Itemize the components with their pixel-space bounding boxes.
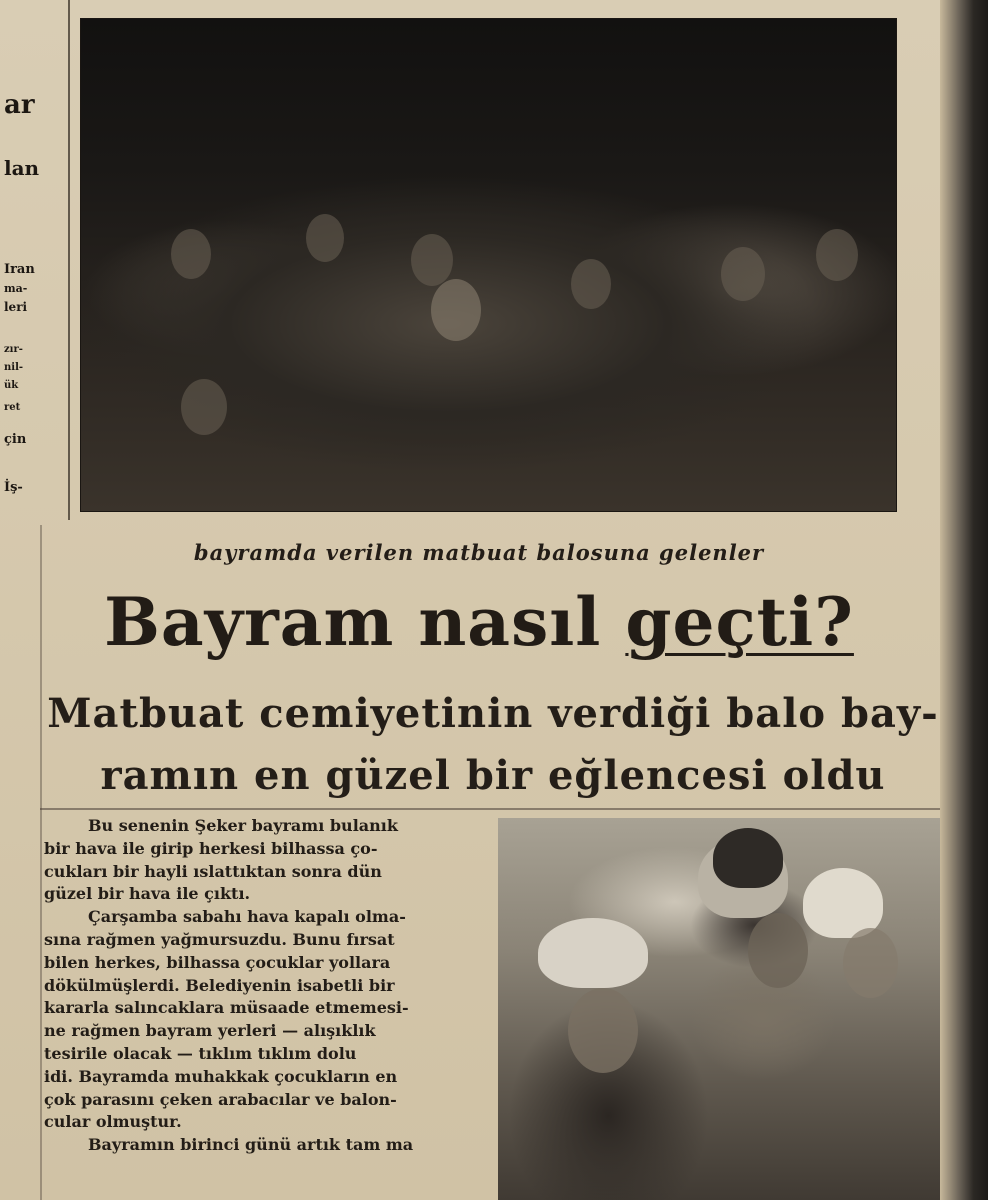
horizontal-rule xyxy=(40,808,940,810)
subheadline-line: Matbuat cemiyetinin verdiği balo bay- xyxy=(47,690,939,737)
article-line: güzel bir hava ile çıktı. xyxy=(44,884,251,904)
article-line: dökülmüşlerdi. Belediyenin isabetli bir xyxy=(44,975,395,995)
photo-caption: bayramda verilen matbuat balosuna gelenler xyxy=(193,540,765,565)
person-silhouette xyxy=(181,379,227,435)
article-line: cular olmuştur. xyxy=(44,1112,182,1132)
headline-part-underlined: geçti? xyxy=(625,583,854,661)
ball-attendees-photo xyxy=(80,18,897,512)
fragment-text: ma- xyxy=(4,282,28,295)
article-line: kararla salıncaklara müsaade etmemesi- xyxy=(44,998,409,1018)
person-silhouette xyxy=(843,928,898,998)
fragment-text: ar xyxy=(4,90,35,120)
column-rule xyxy=(68,0,70,520)
person-silhouette xyxy=(306,214,344,262)
fragment-text: leri xyxy=(4,300,28,314)
fragment-text: çin xyxy=(4,432,27,447)
left-column-fragments xyxy=(0,70,66,530)
article-line: tesirile olacak — tıklım tıklım dolu xyxy=(44,1043,357,1063)
person-silhouette xyxy=(571,259,611,309)
headline-part: Bayram nasıl xyxy=(104,583,626,661)
person-silhouette xyxy=(721,247,765,301)
article-line: ne rağmen bayram yerleri — alışıklık xyxy=(44,1021,376,1041)
person-silhouette xyxy=(748,913,808,988)
hat-shape xyxy=(713,828,783,888)
article-line: Bu senenin Şeker bayramı bulanık xyxy=(88,816,398,835)
person-silhouette xyxy=(431,279,481,341)
fragment-text: ük xyxy=(4,380,19,391)
article-line: bir hava ile girip herkesi bilhassa ço- xyxy=(44,838,378,858)
guests-arriving-photo xyxy=(498,818,940,1200)
fragment-text: Iran xyxy=(4,262,35,277)
article-line: sına rağmen yağmursuzdu. Bunu fırsat xyxy=(44,929,395,949)
subheadline-line: ramın en güzel bir eğlencesi oldu xyxy=(100,752,886,799)
person-silhouette xyxy=(171,229,211,279)
fragment-text: ret xyxy=(4,402,21,413)
fragment-text: zır- xyxy=(4,344,23,355)
person-silhouette xyxy=(568,988,638,1073)
article-line: idi. Bayramda muhakkak çocukların en xyxy=(44,1066,398,1086)
fragment-text: nil- xyxy=(4,362,24,373)
article-line: Çarşamba sabahı hava kapalı olma- xyxy=(88,907,406,927)
article-line: cukları bir hayli ıslattıktan sonra dün xyxy=(44,861,382,881)
article-line: çok parasını çeken arabacılar ve balon- xyxy=(44,1089,397,1109)
article-body xyxy=(44,815,484,1157)
fragment-text: lan xyxy=(4,156,40,180)
hat-shape xyxy=(538,918,648,988)
fragment-text: İş- xyxy=(4,480,23,495)
person-silhouette xyxy=(816,229,858,281)
article-line: Bayramın birinci günü artık tam ma xyxy=(88,1135,414,1155)
article-line: bilen herkes, bilhassa çocuklar yollara xyxy=(44,952,391,972)
person-silhouette xyxy=(411,234,453,286)
main-headline xyxy=(0,583,958,661)
